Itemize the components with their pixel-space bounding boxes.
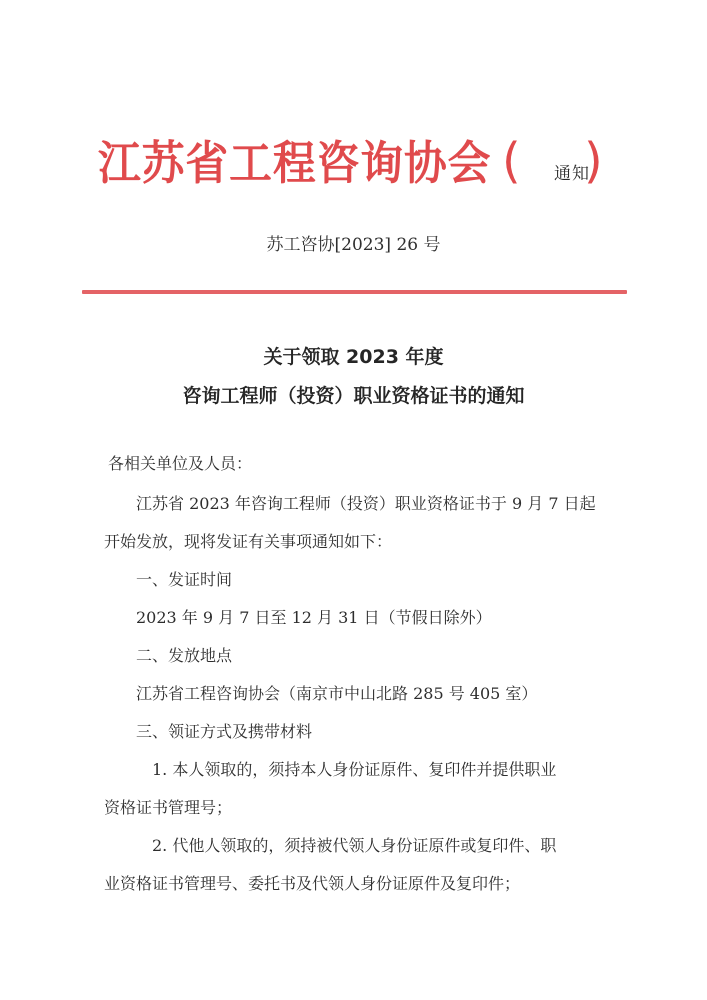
salutation: 各相关单位及人员： bbox=[108, 454, 253, 473]
letterhead bbox=[98, 128, 638, 198]
document-number: 苏工咨协[2023] 26 号 bbox=[266, 235, 441, 255]
notice-type: 通知 bbox=[554, 164, 590, 184]
section-2-content: 江苏省工程咨询协会（南京市中山北路 285 号 405 室） bbox=[136, 684, 538, 703]
section-1-content: 2023 年 9 月 7 日至 12 月 31 日（节假日除外） bbox=[136, 608, 492, 627]
paren-open: ( bbox=[502, 133, 521, 189]
org-name: 江苏省工程咨询协会 bbox=[98, 136, 492, 190]
document-title-line-2: 咨询工程师（投资）职业资格证书的通知 bbox=[182, 385, 525, 407]
item-1-line-2: 资格证书管理号； bbox=[104, 798, 233, 817]
intro-paragraph-line-1: 江苏省 2023 年咨询工程师（投资）职业资格证书于 9 月 7 日起 bbox=[136, 494, 596, 513]
red-divider bbox=[82, 290, 627, 294]
paren-close: ) bbox=[584, 133, 603, 189]
section-3-heading: 三、领证方式及携带材料 bbox=[136, 722, 313, 741]
intro-paragraph-line-2: 开始发放，现将发证有关事项通知如下： bbox=[104, 532, 393, 551]
section-1-heading: 一、发证时间 bbox=[136, 570, 233, 589]
item-2-line-1: 2. 代他人领取的，须持被代领人身份证原件或复印件、职 bbox=[152, 836, 557, 855]
item-1-line-1: 1. 本人领取的，须持本人身份证原件、复印件并提供职业 bbox=[152, 760, 557, 779]
document-title-line-1: 关于领取 2023 年度 bbox=[263, 346, 444, 368]
item-2-line-2: 业资格证书管理号、委托书及代领人身份证原件及复印件； bbox=[104, 874, 521, 893]
section-2-heading: 二、发放地点 bbox=[136, 646, 233, 665]
